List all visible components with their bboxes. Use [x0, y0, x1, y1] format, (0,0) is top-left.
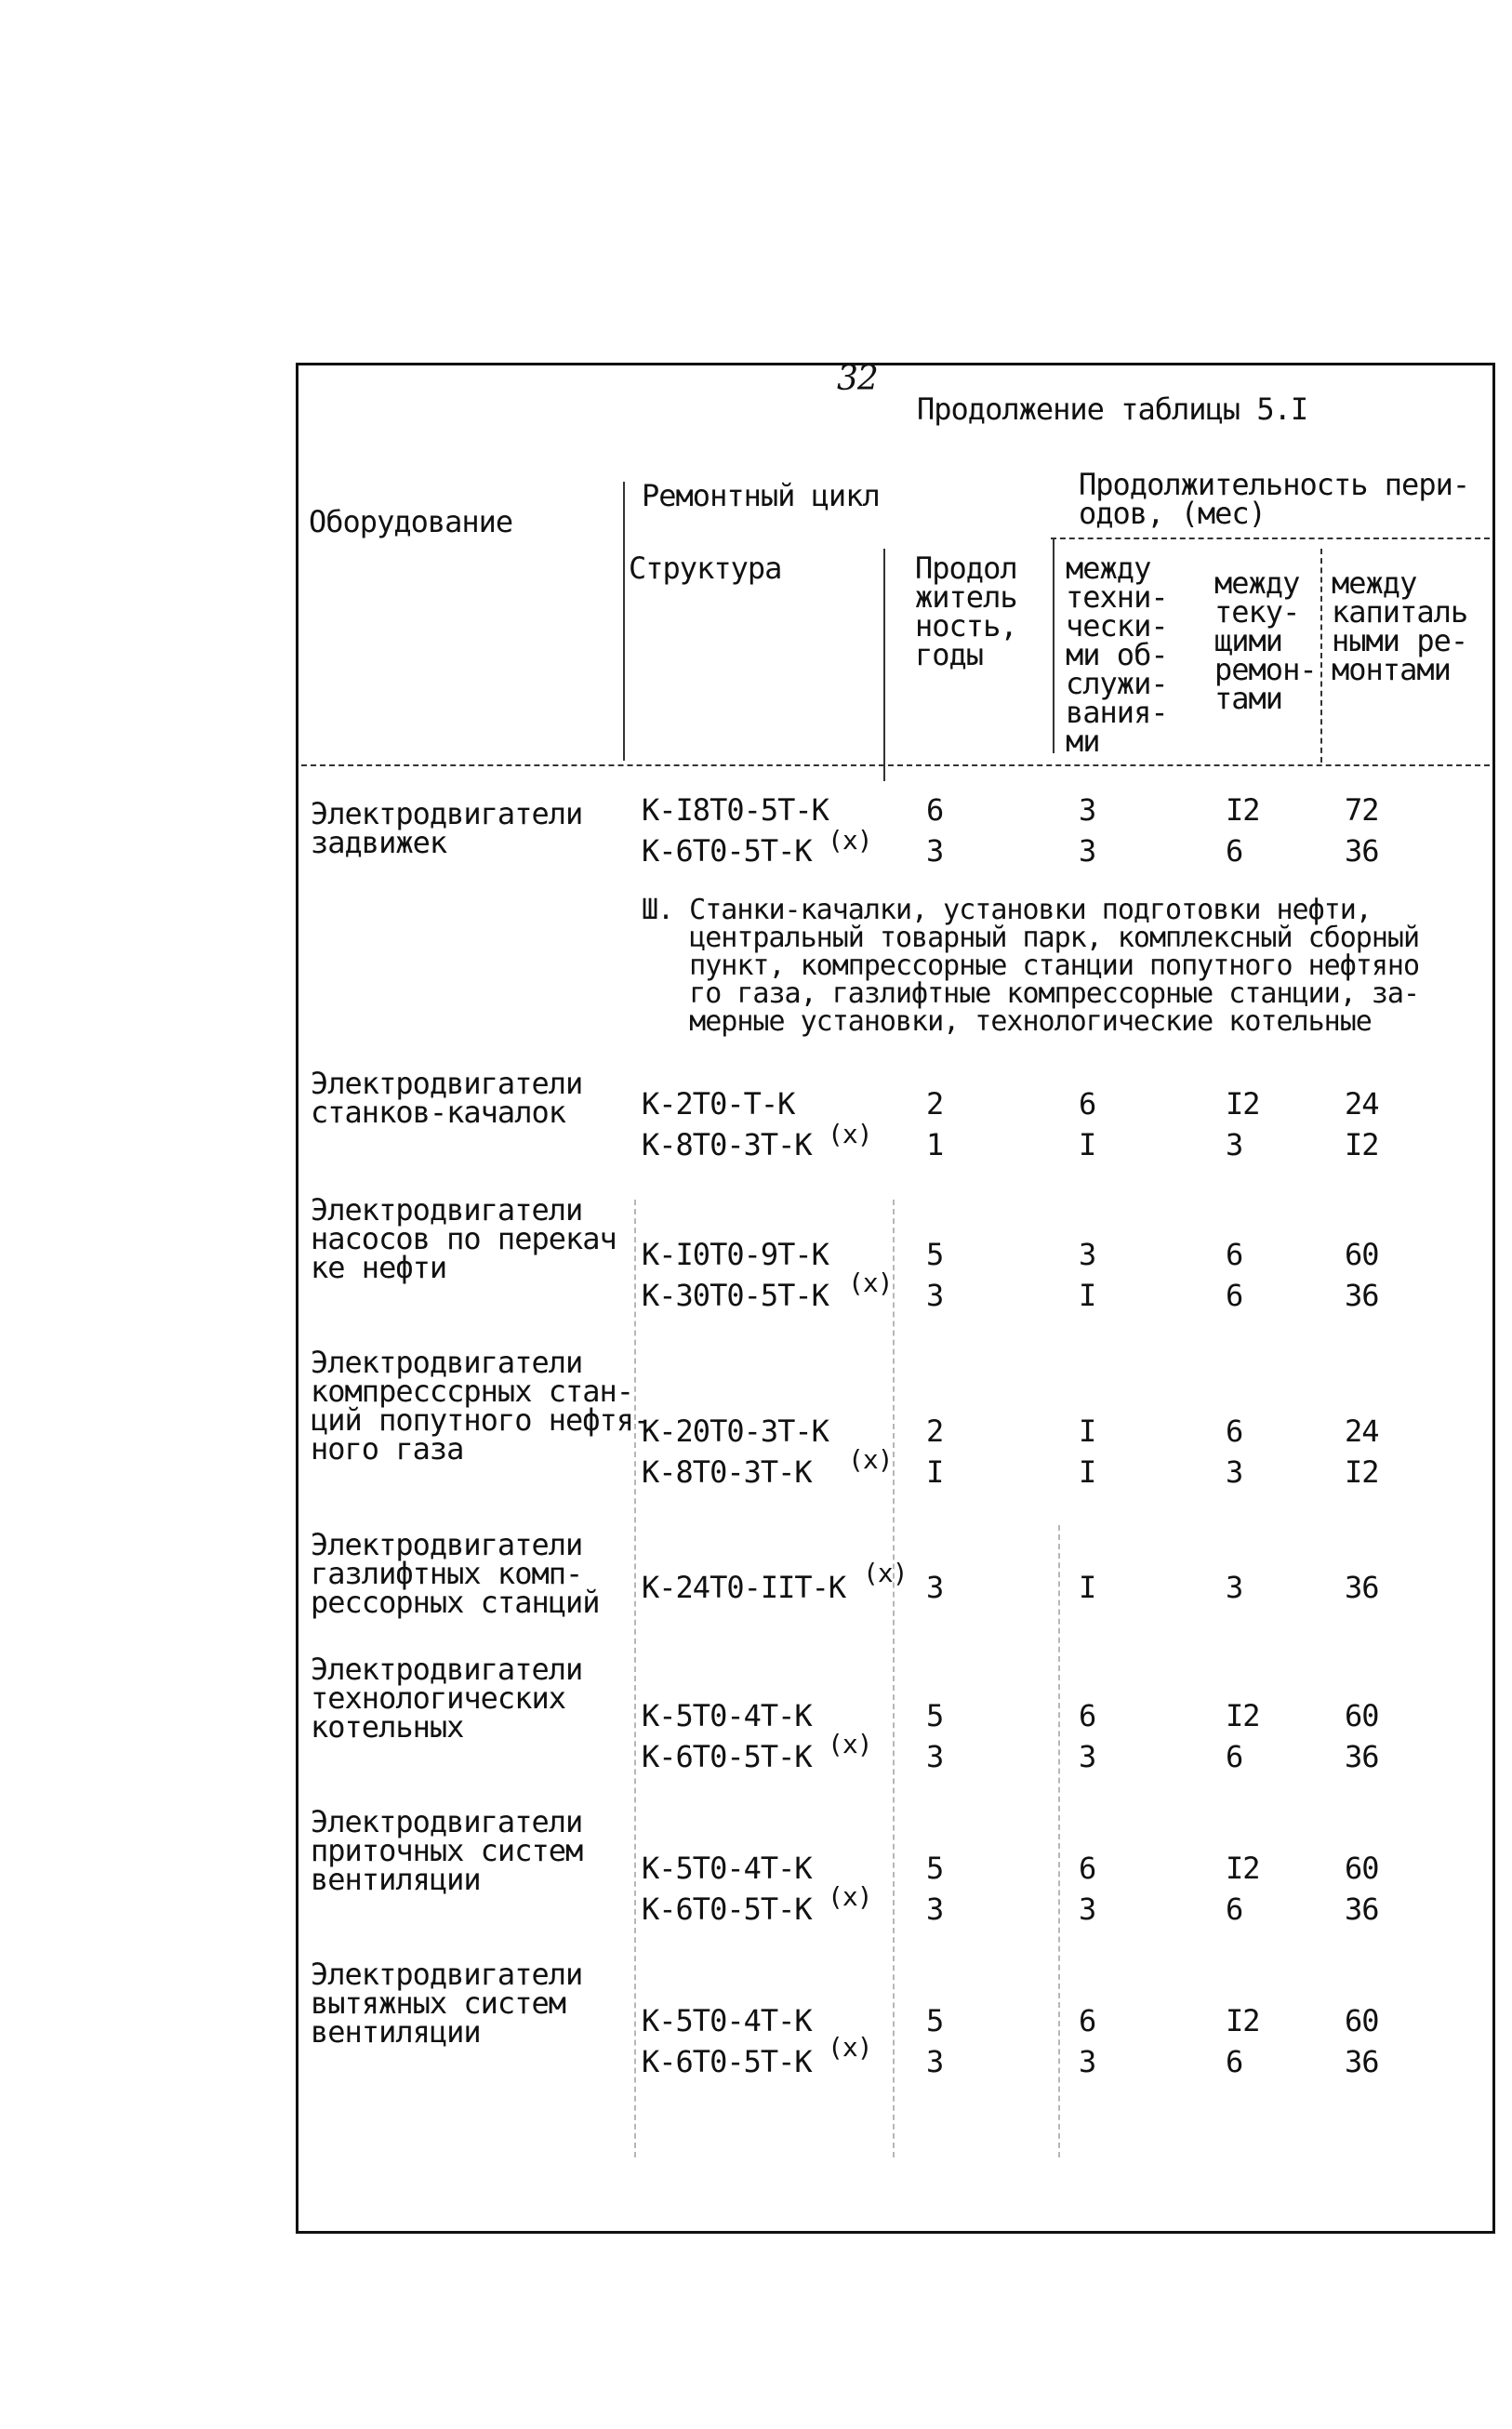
kr-cell: I2 [1345, 1454, 1379, 1490]
to-cell: 6 [1079, 1086, 1096, 1122]
kr-cell: I2 [1345, 1127, 1379, 1162]
to-cell: 6 [1079, 1851, 1096, 1886]
section-iii-text: Ш. Станки-качалки, установки подготовки нефти, центральный товарный парк, комплексный сборный пункт, компрессорные станции попутного нефтяно го газа, газлифтные компрессорные станции, за- мерные установки, технологические котельные [642, 894, 1420, 1038]
structure-cell: К-30Т0-5Т-К [642, 1278, 829, 1313]
tr-cell: 6 [1226, 1278, 1243, 1313]
structure-cell: К-6Т0-5Т-К [642, 2044, 812, 2079]
to-cell: I [1079, 1127, 1096, 1162]
kr-cell: 60 [1345, 1851, 1379, 1886]
x-mark: (х) [828, 1119, 872, 1149]
tr-cell: 3 [1226, 1570, 1243, 1605]
header-repair-cycle: Ремонтный цикл [642, 478, 880, 513]
years-cell: 3 [926, 1278, 944, 1313]
years-cell: 3 [926, 1570, 944, 1605]
x-mark: (х) [828, 2032, 872, 2063]
x-mark: (х) [848, 1444, 893, 1475]
column-divider [623, 482, 625, 761]
to-cell: I [1079, 1454, 1096, 1490]
kr-cell: 24 [1345, 1086, 1379, 1122]
kr-cell: 60 [1345, 1237, 1379, 1272]
tr-cell: 6 [1226, 1891, 1243, 1927]
years-cell: 2 [926, 1086, 944, 1122]
kr-cell: 36 [1345, 1570, 1379, 1605]
equipment-name: Электродвигатели технологических котельных [311, 1652, 583, 1745]
to-cell: 3 [1079, 792, 1096, 828]
years-cell: 3 [926, 1891, 944, 1927]
header-between-current: между теку- щими ремон- тами [1214, 565, 1317, 716]
equipment-name: Электродвигатели станков-качалок [311, 1066, 583, 1130]
kr-cell: 36 [1345, 1891, 1379, 1927]
years-cell: 5 [926, 2003, 944, 2038]
equipment-name: Электродвигатели газлифтных комп- рессорных станций [311, 1527, 600, 1620]
header-between-capital: между капиталь ными ре- монтами [1332, 565, 1468, 687]
tr-cell: 6 [1226, 1739, 1243, 1774]
column-divider [634, 1200, 636, 2157]
tr-cell: 6 [1226, 2044, 1243, 2079]
structure-cell: К-20Т0-3Т-К [642, 1414, 829, 1449]
structure-cell: К-24Т0-IIТ-К [642, 1570, 846, 1605]
structure-cell: К-6Т0-5Т-К [642, 1739, 812, 1774]
to-cell: 6 [1079, 2003, 1096, 2038]
years-cell: 5 [926, 1698, 944, 1733]
years-cell: 6 [926, 792, 944, 828]
periods-rule [1051, 538, 1490, 539]
equipment-name: Электродвигатели насосов по перекач ке нефти [311, 1192, 617, 1285]
tr-cell: 3 [1226, 1454, 1243, 1490]
to-cell: 3 [1079, 1891, 1096, 1927]
to-cell: 3 [1079, 2044, 1096, 2079]
to-cell: 6 [1079, 1698, 1096, 1733]
x-mark: (х) [828, 1881, 872, 1912]
kr-cell: 24 [1345, 1414, 1379, 1449]
x-mark: (х) [863, 1558, 908, 1588]
column-divider [1053, 538, 1054, 753]
kr-cell: 72 [1345, 792, 1379, 828]
header-duration-years: Продол житель ность, годы [915, 551, 1017, 672]
to-cell: I [1079, 1414, 1096, 1449]
years-cell: 2 [926, 1414, 944, 1449]
structure-cell: К-6Т0-5Т-К [642, 833, 812, 869]
years-cell: 1 [926, 1127, 944, 1162]
kr-cell: 60 [1345, 2003, 1379, 2038]
header-bottom-rule [301, 764, 1490, 766]
x-mark: (х) [848, 1268, 893, 1298]
structure-cell: К-5Т0-4Т-К [642, 1851, 812, 1886]
structure-cell: К-I8Т0-5Т-К [642, 792, 829, 828]
x-mark: (х) [828, 825, 872, 856]
header-between-maintenance: между техни- чески- ми об- служи- вания- ми [1066, 551, 1168, 759]
equipment-name: Электродвигатели компресссрных стан- ций попутного нефтя- ного газа [311, 1345, 651, 1467]
to-cell: I [1079, 1570, 1096, 1605]
x-mark: (х) [828, 1729, 872, 1759]
kr-cell: 60 [1345, 1698, 1379, 1733]
structure-cell: К-I0Т0-9Т-К [642, 1237, 829, 1272]
column-divider [1320, 549, 1322, 763]
tr-cell: 6 [1226, 1414, 1243, 1449]
structure-cell: К-6Т0-5Т-К [642, 1891, 812, 1927]
structure-cell: К-2Т0-Т-К [642, 1086, 795, 1122]
header-equipment: Оборудование [309, 504, 513, 539]
to-cell: 3 [1079, 833, 1096, 869]
to-cell: 3 [1079, 1237, 1096, 1272]
tr-cell: I2 [1226, 1851, 1260, 1886]
structure-cell: К-8Т0-3Т-К [642, 1454, 812, 1490]
header-structure: Структура [629, 551, 782, 586]
tr-cell: I2 [1226, 2003, 1260, 2038]
years-cell: 3 [926, 2044, 944, 2079]
equipment-name: Электродвигатели задвижек [311, 796, 583, 860]
tr-cell: 3 [1226, 1127, 1243, 1162]
column-divider [1058, 1525, 1060, 2157]
to-cell: 3 [1079, 1739, 1096, 1774]
to-cell: I [1079, 1278, 1096, 1313]
column-divider [893, 1200, 895, 2157]
years-cell: I [926, 1454, 944, 1490]
years-cell: 3 [926, 833, 944, 869]
kr-cell: 36 [1345, 2044, 1379, 2079]
page-number: 32 [837, 360, 878, 398]
kr-cell: 36 [1345, 1278, 1379, 1313]
tr-cell: I2 [1226, 1086, 1260, 1122]
kr-cell: 36 [1345, 833, 1379, 869]
table-caption: Продолжение таблицы 5.I [917, 392, 1308, 427]
header-periods-duration: Продолжительность пери- одов, (мес) [1079, 467, 1470, 531]
years-cell: 3 [926, 1739, 944, 1774]
tr-cell: 6 [1226, 1237, 1243, 1272]
column-divider [883, 549, 885, 781]
tr-cell: 6 [1226, 833, 1243, 869]
equipment-name: Электродвигатели приточных систем вентиляции [311, 1804, 583, 1897]
years-cell: 5 [926, 1237, 944, 1272]
structure-cell: К-5Т0-4Т-К [642, 1698, 812, 1733]
equipment-name: Электродвигатели вытяжных систем вентиляции [311, 1957, 583, 2050]
tr-cell: I2 [1226, 1698, 1260, 1733]
kr-cell: 36 [1345, 1739, 1379, 1774]
years-cell: 5 [926, 1851, 944, 1886]
tr-cell: I2 [1226, 792, 1260, 828]
structure-cell: К-8Т0-3Т-К [642, 1127, 812, 1162]
structure-cell: К-5Т0-4Т-К [642, 2003, 812, 2038]
